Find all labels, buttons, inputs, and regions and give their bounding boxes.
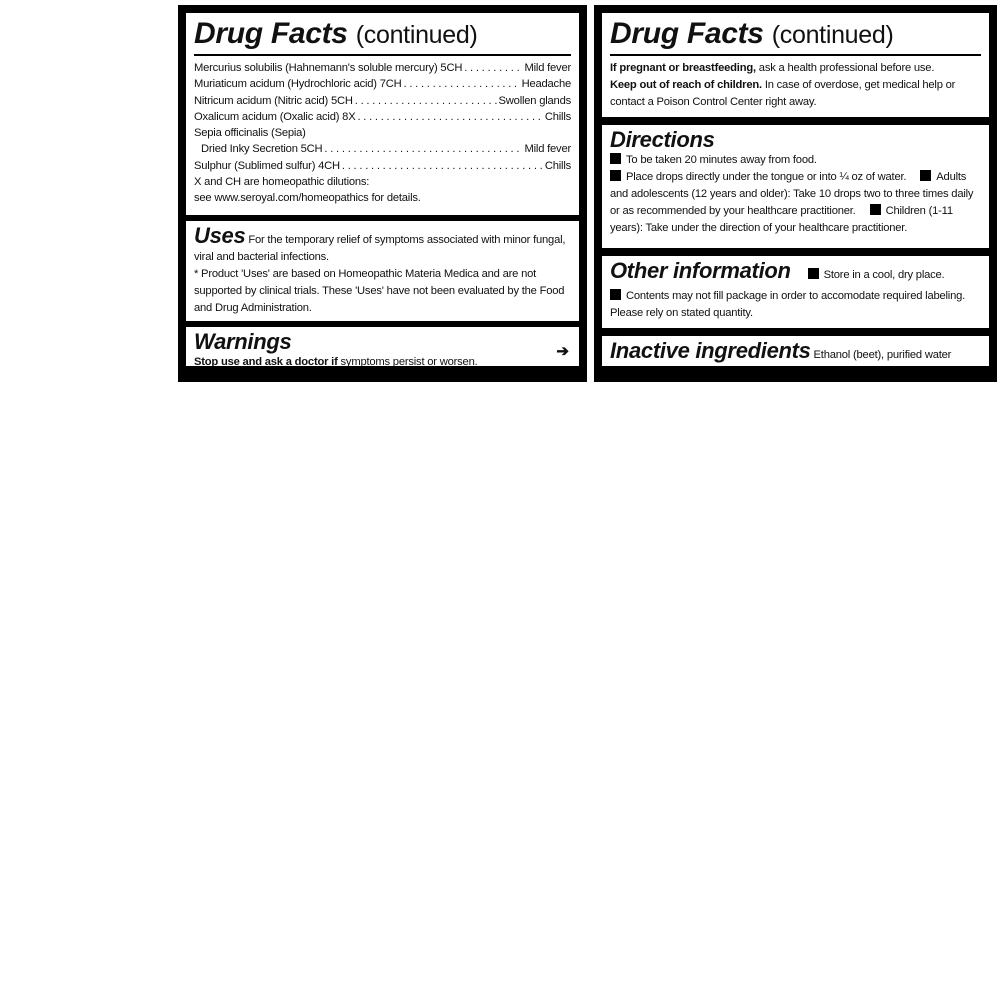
inactive-ingredients-heading: Inactive ingredients	[610, 338, 811, 363]
inactive-ingredients-box	[602, 336, 989, 366]
square-bullet-icon	[920, 170, 931, 181]
pregnancy-box	[602, 13, 989, 117]
drug-facts-panel-right	[594, 5, 997, 382]
ingredient-name: Dried Inky Secretion 5CH	[201, 143, 323, 156]
square-bullet-icon	[870, 204, 881, 215]
warnings-heading: Warnings	[194, 329, 292, 354]
ingredient-row	[194, 93, 571, 109]
other-information-heading: Other information	[610, 258, 791, 283]
ingredient-name: Sulphur (Sublimed sulfur) 4CH	[194, 159, 340, 172]
drug-facts-title: Drug Facts (continued)	[194, 17, 478, 50]
other-information-line-1: Other information Store in a cool, dry place.	[610, 258, 945, 283]
ingredient-row	[194, 158, 571, 174]
ingredient-name: Muriaticum acidum (Hydrochloric acid) 7CH	[194, 78, 402, 91]
leader-dots	[357, 109, 542, 125]
warnings-text: Stop use and ask a doctor if symptoms persist or worsen.	[194, 356, 478, 366]
inactive-ingredients-line: Inactive ingredients Ethanol (beet), purified water	[610, 338, 952, 363]
ingredient-name: Oxalicum acidum (Oxalic acid) 8X	[194, 110, 356, 123]
other-information-line-2: Contents may not fill package in order to accomodate required labeling. Please rely on stated quantity.	[610, 290, 966, 319]
leader-dots	[404, 76, 520, 92]
uses-footnote: * Product 'Uses' are based on Homeopathic Materia Medica and are not supported by clinical trials. These 'Uses' have not been evaluated by the Food and Drug Administration.	[194, 268, 565, 314]
title-rule	[194, 54, 571, 56]
ingredient-name: Nitricum acidum (Nitric acid) 5CH	[194, 94, 353, 107]
ingredient-use: Headache	[521, 78, 571, 91]
ingredient-use: Mild fever	[524, 143, 571, 156]
ingredient-use: Mild fever	[524, 62, 571, 74]
leader-dots	[464, 60, 522, 76]
leader-dots	[342, 158, 543, 174]
dilution-note: X and CH are homeopathic dilutions:	[194, 176, 370, 189]
drug-facts-panel-left	[178, 5, 587, 382]
warnings-box	[186, 327, 579, 366]
leader-dots	[355, 93, 497, 109]
square-bullet-icon	[610, 289, 621, 300]
ingredient-use: Swollen glands	[498, 94, 571, 107]
ingredient-row	[194, 109, 571, 125]
uses-box	[186, 221, 579, 321]
children-warning: Keep out of reach of children. In case of overdose, get medical help or contact a Poison Control Center right away.	[610, 79, 956, 108]
drug-facts-title: Drug Facts (continued)	[610, 17, 894, 50]
directions-box	[602, 125, 989, 248]
uses-text: Uses For the temporary relief of symptoms associated with minor fungal, viral and bacterial infections.	[194, 223, 566, 263]
uses-heading: Uses	[194, 223, 246, 248]
other-information-box	[602, 256, 989, 328]
ingredient-row	[194, 76, 571, 92]
pregnancy-warning: If pregnant or breastfeeding, ask a health professional before use.	[610, 62, 935, 74]
active-ingredients-box	[186, 13, 579, 215]
directions-heading: Directions	[610, 127, 715, 152]
leader-dots	[324, 141, 522, 157]
ingredient-name: Mercurius solubilis (Hahnemann's soluble mercury) 5CH	[194, 62, 463, 74]
title-rule	[610, 54, 981, 56]
dilution-link-note: see www.seroyal.com/homeopathics for details.	[194, 192, 421, 205]
ingredient-name: Sepia officinalis (Sepia)	[194, 127, 306, 140]
ingredient-use: Chills	[544, 159, 571, 172]
ingredient-row	[194, 141, 571, 157]
directions-text: To be taken 20 minutes away from food. Place drops directly under the tongue or into ¼ oz of water. Adults and adolescents (12 years and older): Take 10 drops two to three times daily or as recommended by your healthcare practitioner. Children (1-11 years): Take under the direction of your healthcare practitioner.	[610, 154, 974, 234]
square-bullet-icon	[808, 268, 819, 279]
arrow-right-icon: ➔	[556, 343, 569, 360]
ingredient-row	[194, 60, 571, 76]
ingredient-use: Chills	[544, 110, 571, 123]
ingredient-row	[194, 125, 571, 141]
square-bullet-icon	[610, 153, 621, 164]
square-bullet-icon	[610, 170, 621, 181]
